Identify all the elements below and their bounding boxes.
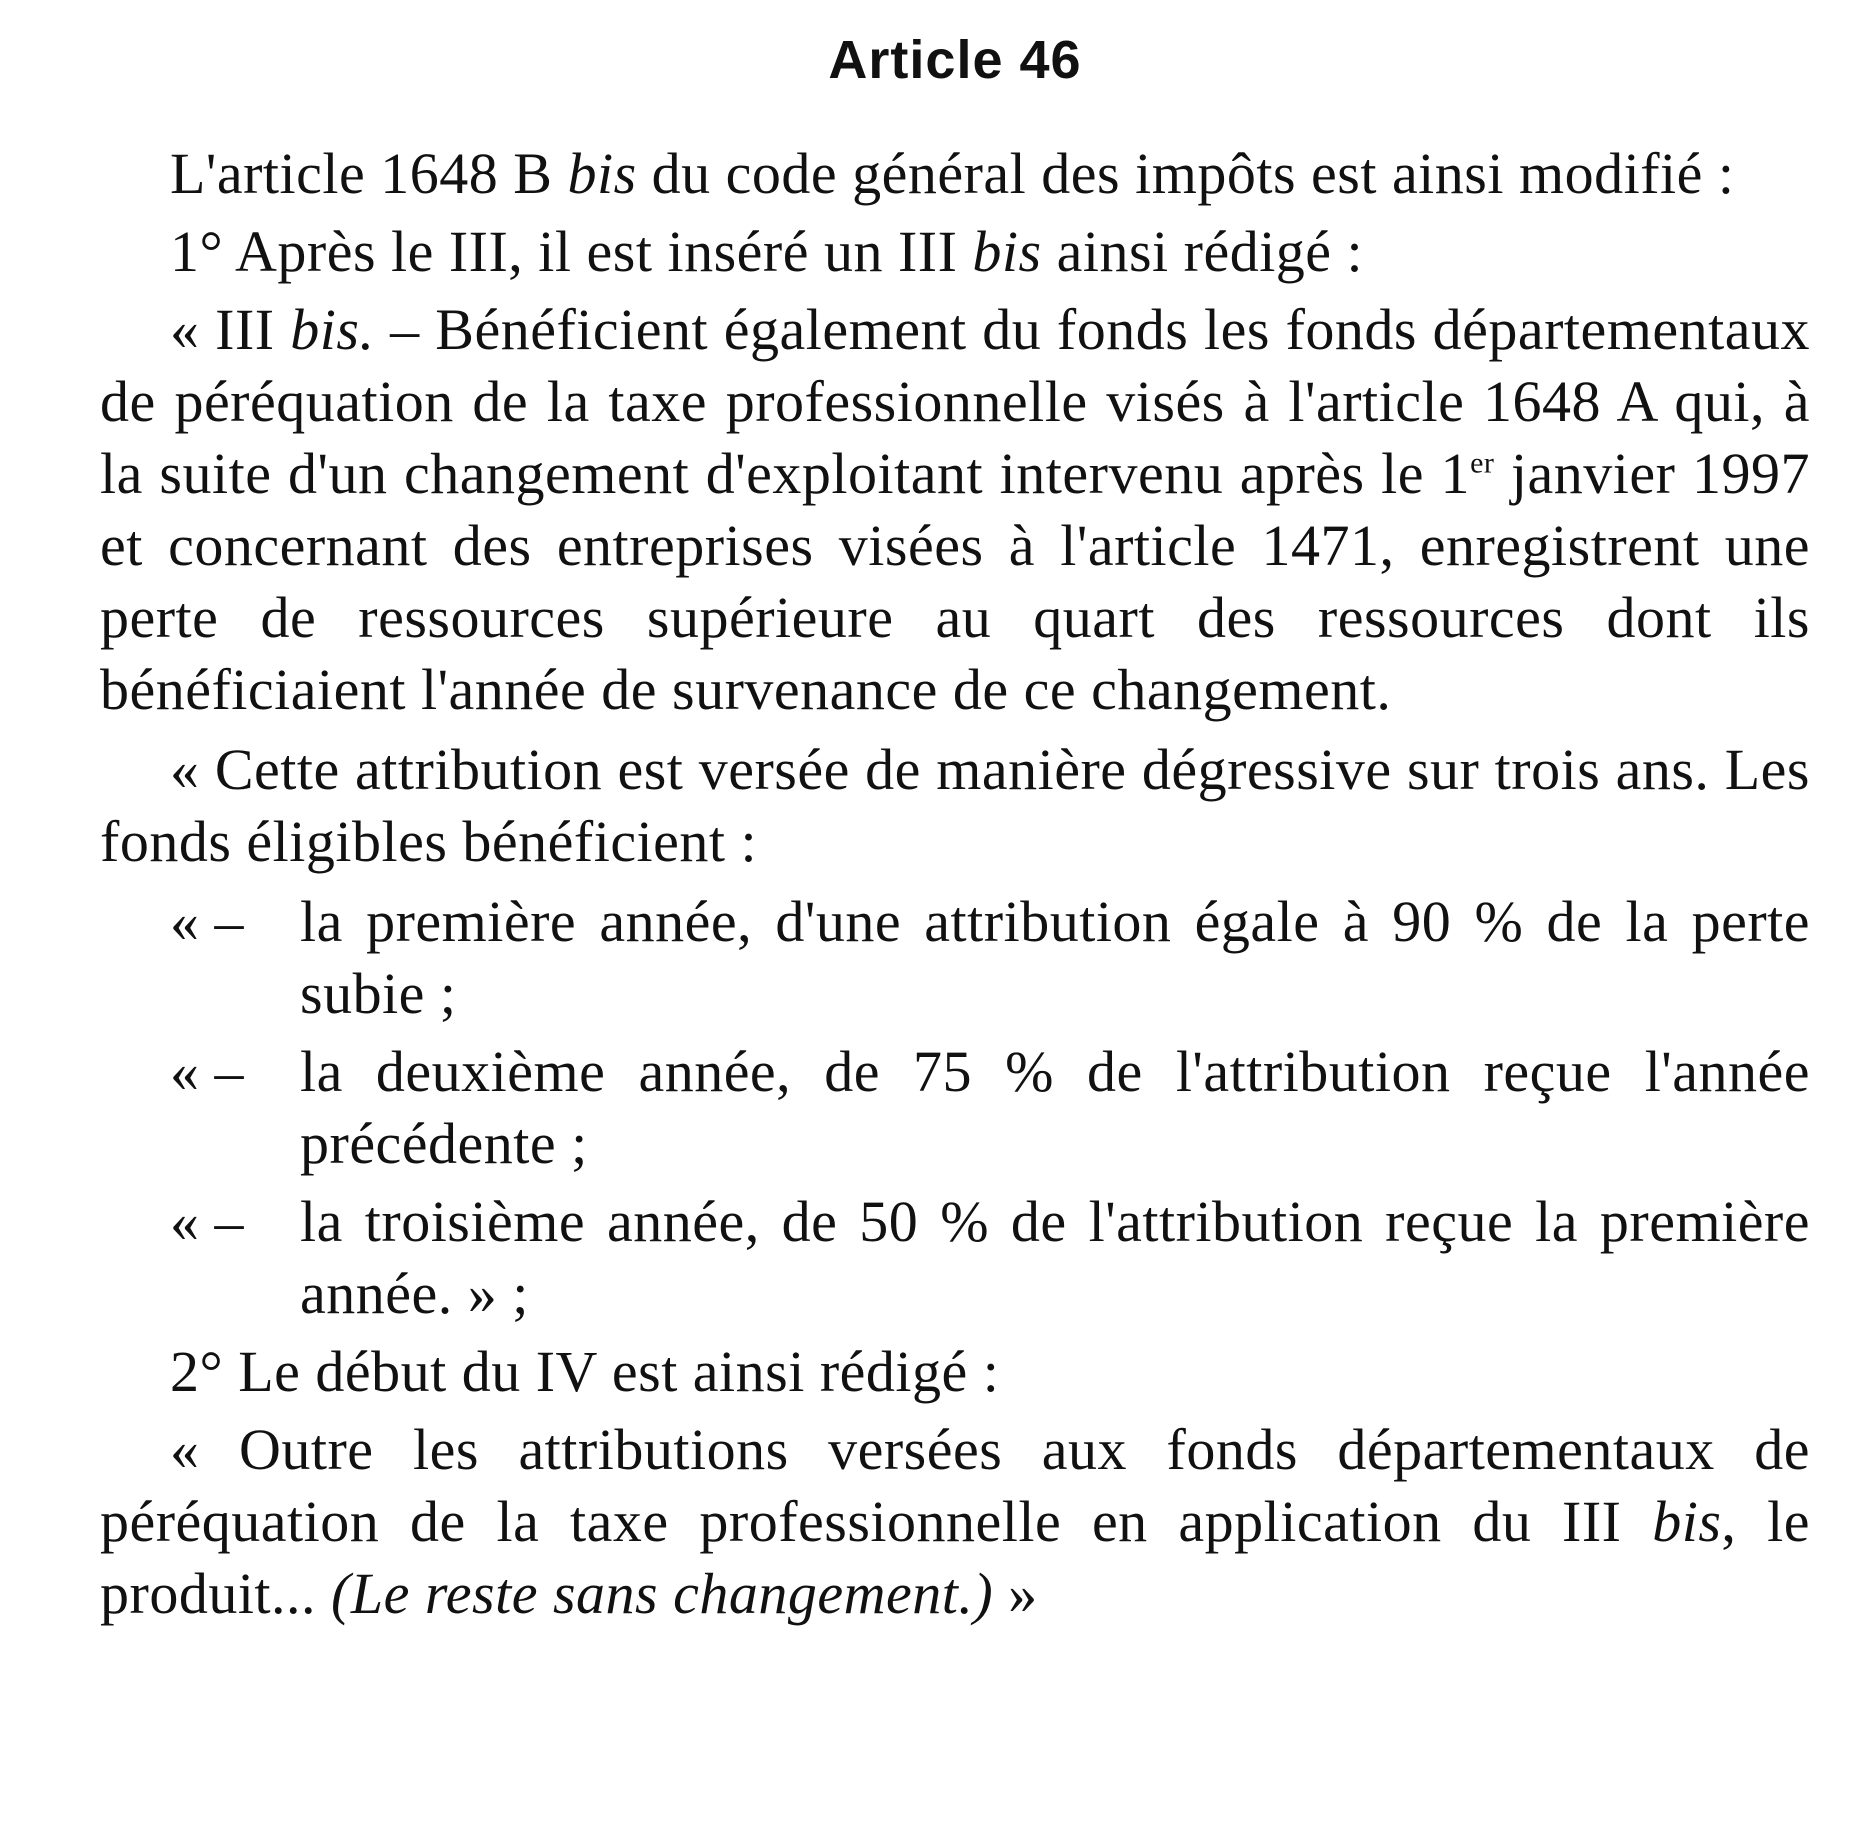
paragraph-attribution: « Cette attribution est versée de manière dégressive sur trois ans. Les fonds éligibles bénéficient : bbox=[100, 737, 1810, 874]
p2-text-b: janvier 1997 et concernant des entreprises visées à l'article 1471, enregistrent une perte de ressources supérieure au quart des ressources dont ils bénéficiaient l'année de survenance de ce changement. bbox=[100, 441, 1810, 722]
paragraph-3-bis bbox=[100, 294, 1810, 726]
p2-text-start: « III bbox=[170, 297, 291, 362]
document-page bbox=[100, 20, 1810, 1636]
list-item bbox=[100, 1186, 1810, 1330]
p2-text-a: – Bénéficient également du fonds les fonds départementaux de péréquation de la taxe professionnelle visés à l'article 1648 A qui, à la suite d'un changement d'exploitant intervenu après le 1 bbox=[100, 297, 1810, 506]
intro-text-end: du code général des impôts est ainsi modifié : bbox=[636, 141, 1735, 206]
paragraph-1 bbox=[100, 216, 1810, 288]
list-item bbox=[100, 1036, 1810, 1180]
p5-text-mid: , le produit... bbox=[100, 1489, 1810, 1626]
intro-paragraph bbox=[100, 138, 1810, 210]
list-item bbox=[100, 886, 1810, 1030]
paragraph-2: 2° Le début du IV est ainsi rédigé : bbox=[170, 1339, 1000, 1404]
p2-emphasis: bis. bbox=[290, 297, 375, 362]
article-title: Article 46 bbox=[828, 30, 1082, 90]
p1-text-end: ainsi rédigé : bbox=[1041, 219, 1364, 284]
p1-emphasis: bis bbox=[972, 219, 1042, 284]
p5-text-start: « Outre les attributions versées aux fonds départementaux de péréquation de la taxe professionnelle en application du III bbox=[100, 1417, 1810, 1554]
list-item-text: la première année, d'une attribution égale à 90 % de la perte subie ; bbox=[300, 889, 1810, 1026]
p5-text-end: » bbox=[993, 1561, 1038, 1626]
list-item-text: la deuxième année, de 75 % de l'attribution reçue l'année précédente ; bbox=[300, 1039, 1810, 1176]
paragraph-outre bbox=[100, 1414, 1810, 1630]
list-item-text: la troisième année, de 50 % de l'attribution reçue la première année. » ; bbox=[300, 1189, 1810, 1326]
list-item-marker: « – bbox=[170, 1039, 244, 1104]
p2-superscript: er bbox=[1470, 446, 1495, 480]
list-item-marker: « – bbox=[170, 889, 244, 954]
intro-emphasis: bis bbox=[567, 141, 637, 206]
p5-emphasis: bis bbox=[1652, 1489, 1722, 1554]
p1-text-start: 1° Après le III, il est inséré un III bbox=[170, 219, 973, 284]
p5-emphasis-remark: (Le reste sans changement.) bbox=[331, 1561, 994, 1626]
list-item-marker: « – bbox=[170, 1189, 244, 1254]
intro-text-start: L'article 1648 B bbox=[170, 141, 568, 206]
